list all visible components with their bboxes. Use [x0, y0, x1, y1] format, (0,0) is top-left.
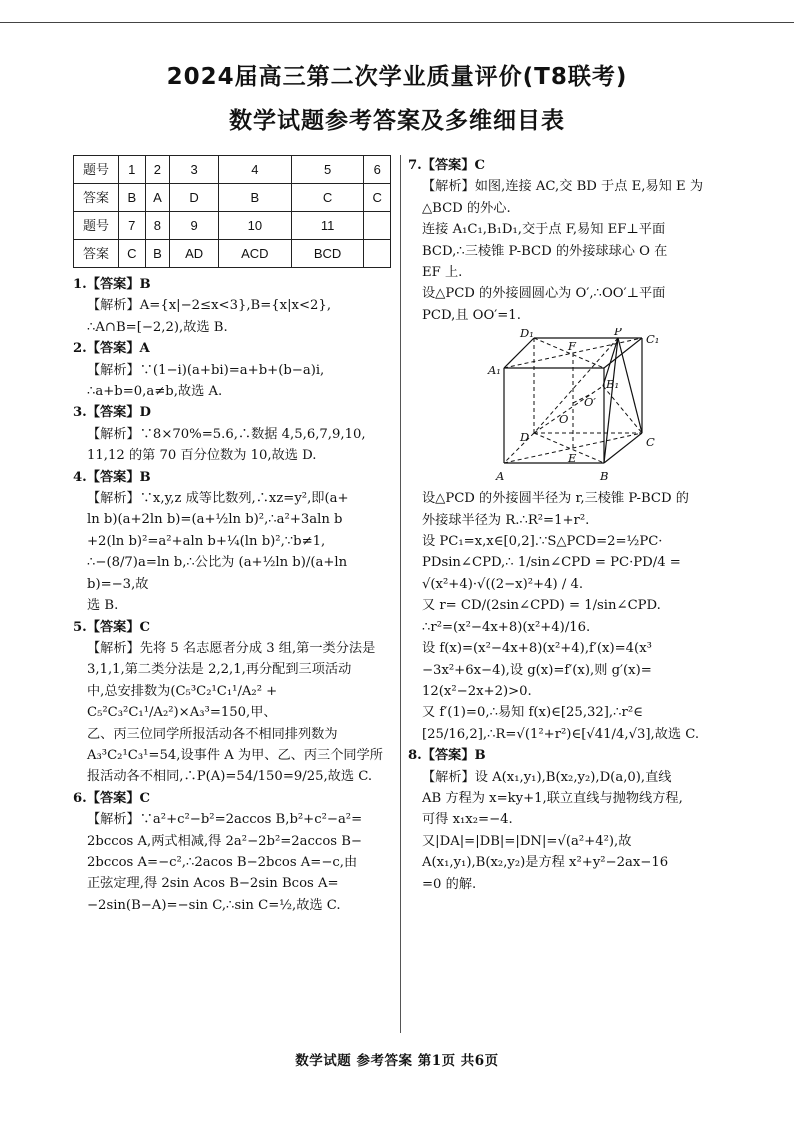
table-cell: 10	[218, 212, 291, 240]
solution-line: 连接 A₁C₁,B₁D₁,交于点 F,易知 EF⊥平面	[422, 222, 666, 238]
page-title: 2024届高三第二次学业质量评价(T8联考)	[166, 64, 628, 90]
label-A: A	[496, 469, 505, 484]
table-cell: ACD	[218, 240, 291, 268]
table-row-header: 题号	[74, 212, 119, 240]
solution-line: 报活动各不相同,∴P(A)=54/150=9/25,故选 C.	[87, 769, 373, 785]
answer-table-row	[74, 184, 391, 212]
solution-line: ∴A∩B=[−2,2),故选 B.	[87, 319, 228, 335]
cube-figure	[408, 328, 724, 486]
table-cell: 2	[145, 156, 170, 184]
table-cell: B	[119, 184, 146, 212]
solution-line: 【解析】∵(1−i)(a+bi)=a+b+(b−a)i,	[87, 362, 325, 378]
label-A1: A₁	[488, 363, 501, 378]
table-cell: C	[364, 184, 391, 212]
solution-line: △BCD 的外心.	[422, 200, 511, 216]
label-D1: D₁	[520, 328, 534, 341]
table-cell: D	[170, 184, 219, 212]
label-O: O	[559, 412, 569, 427]
table-cell: 3	[170, 156, 219, 184]
table-cell: 8	[145, 212, 170, 240]
solution-line: −3x²+6x−4),设 g(x)=f′(x),则 g′(x)=	[422, 662, 652, 678]
question-answer-heading: 4.【答案】B	[73, 469, 151, 485]
table-row-header: 答案	[74, 184, 119, 212]
solution-line: PDsin∠CPD,∴ 1/sin∠CPD = PC·PD/4 =	[422, 555, 681, 571]
table-cell: B	[145, 240, 170, 268]
solution-line: 【解析】A={x|−2≤x<3},B={x|x<2},	[87, 298, 332, 314]
solution-line: √(x²+4)·√((2−x)²+4) / 4.	[422, 576, 584, 592]
right-body-bottom	[408, 488, 724, 895]
solution-line: 设 PC₁=x,x∈[0,2].∵S△PCD=2=½PC·	[422, 534, 663, 550]
table-cell: A	[145, 184, 170, 212]
table-cell	[364, 240, 391, 268]
solution-line: 外接球半径为 R.∴R²=1+r².	[422, 512, 590, 528]
page-subtitle: 数学试题参考答案及多维细目表	[229, 108, 565, 134]
label-B1: B₁	[606, 377, 620, 392]
question-answer-heading: 6.【答案】C	[73, 790, 151, 806]
solution-line: AB 方程为 x=ky+1,联立直线与抛物线方程,	[422, 790, 683, 806]
left-body	[73, 274, 391, 916]
answer-table-row	[74, 156, 391, 184]
label-P: P	[614, 328, 622, 339]
solution-line: 【解析】∵x,y,z 成等比数列,∴xz=y²,即(a+	[87, 491, 349, 507]
right-column	[408, 155, 724, 895]
solution-line: 乙、丙三位同学所报活动各不相同排列数为	[87, 726, 338, 742]
table-cell: C	[291, 184, 364, 212]
solution-line: 设△PCD 的外接圆半径为 r,三棱锥 P-BCD 的	[422, 491, 689, 507]
table-cell: B	[218, 184, 291, 212]
solution-line: 2bccos A=−c²,∴2acos B−2bcos A=−c,由	[87, 854, 358, 870]
page-footer: 数学试题 参考答案 第1页 共6页	[295, 1053, 499, 1069]
solution-line: 【解析】如图,连接 AC,交 BD 于点 E,易知 E 为	[422, 179, 704, 195]
answer-table-row	[74, 212, 391, 240]
question-answer-heading: 2.【答案】A	[73, 341, 150, 357]
table-cell: 6	[364, 156, 391, 184]
solution-line: 又 r= CD/(2sin∠CPD) = 1/sin∠CPD.	[422, 598, 661, 614]
solution-line: =0 的解.	[422, 876, 477, 892]
solution-line: PCD,且 OO′=1.	[422, 307, 521, 323]
solution-line: 正弦定理,得 2sin Acos B−2sin Bcos A=	[87, 876, 339, 892]
table-cell: C	[119, 240, 146, 268]
solution-line: 3,1,1,第二类分法是 2,2,1,再分配到三项活动	[87, 662, 352, 678]
solution-line: ∴−(8/7)a=ln b,∴公比为 (a+½ln b)/(a+ln b)=−3,故	[87, 555, 348, 592]
table-cell: 9	[170, 212, 219, 240]
table-cell: BCD	[291, 240, 364, 268]
solution-line: ln b)(a+2ln b)=(a+½ln b)²,∴a²+3aln b	[87, 512, 343, 528]
solution-line: BCD,∴三棱锥 P-BCD 的外接球球心 O 在	[422, 243, 668, 259]
question-answer-heading: 5.【答案】C	[73, 619, 151, 635]
table-row-header: 题号	[74, 156, 119, 184]
table-cell: 5	[291, 156, 364, 184]
question-answer-heading: 1.【答案】B	[73, 277, 151, 292]
answer-table	[73, 155, 391, 268]
solution-line: 设 f(x)=(x²−4x+8)(x²+4),f′(x)=4(x³	[422, 641, 652, 657]
solution-line: 又|DA|=|DB|=|DN|=√(a²+4²),故	[422, 833, 632, 849]
solution-line: [25/16,2],∴R=√(1²+r²)∈[√41/4,√3],故选 C.	[422, 726, 700, 742]
table-cell	[364, 212, 391, 240]
left-column	[73, 155, 391, 916]
solution-line: 【解析】设 A(x₁,y₁),B(x₂,y₂),D(a,0),直线	[422, 769, 672, 785]
table-cell: 7	[119, 212, 146, 240]
right-body-top	[408, 155, 724, 326]
question-answer-heading: 7.【答案】C	[408, 158, 486, 173]
table-cell: AD	[170, 240, 219, 268]
solution-line: ∴a+b=0,a≠b,故选 A.	[87, 384, 223, 400]
table-row-header: 答案	[74, 240, 119, 268]
solution-line: +2(ln b)²=a²+aln b+¼(ln b)²,∵b≠1,	[87, 533, 326, 549]
solution-line: 【解析】∵a²+c²−b²=2accos B,b²+c²−a²=	[87, 812, 363, 828]
solution-line: 【解析】∵8×70%=5.6,∴数据 4,5,6,7,9,10,	[87, 426, 366, 442]
column-divider	[400, 155, 401, 1033]
table-cell: 4	[218, 156, 291, 184]
label-C1: C₁	[646, 332, 660, 347]
table-cell: 11	[291, 212, 364, 240]
solution-line: 设△PCD 的外接圆圆心为 O′,∴OO′⊥平面	[422, 286, 666, 302]
solution-line: 可得 x₁x₂=−4.	[422, 812, 513, 828]
question-answer-heading: 3.【答案】D	[73, 405, 151, 421]
solution-line: EF 上.	[422, 265, 463, 281]
solution-line: 中,总安排数为(C₅³C₂¹C₁¹/A₂² + C₅²C₃²C₁¹/A₂²)×A₃³=150,甲、	[87, 683, 278, 721]
solution-line: 12(x²−2x+2)>0.	[422, 683, 532, 699]
label-C: C	[646, 435, 655, 450]
solution-line: A(x₁,y₁),B(x₂,y₂)是方程 x²+y²−2ax−16	[422, 855, 669, 871]
label-D: D	[520, 430, 530, 445]
answer-table-row	[74, 240, 391, 268]
label-E: E	[568, 451, 577, 466]
table-cell: 1	[119, 156, 146, 184]
solution-line: ∴r²=(x²−4x+8)(x²+4)/16.	[422, 619, 591, 635]
solution-line: −2sin(B−A)=−sin C,∴sin C=½,故选 C.	[87, 897, 341, 913]
label-B: B	[600, 469, 609, 484]
solution-line: 11,12 的第 70 百分位数为 10,故选 D.	[87, 448, 317, 464]
top-rule	[0, 22, 794, 23]
label-O-prime: O′	[584, 395, 597, 410]
cube-diagram	[408, 328, 724, 486]
solution-line: 【解析】先将 5 名志愿者分成 3 组,第一类分法是	[87, 640, 376, 656]
question-answer-heading: 8.【答案】B	[408, 748, 486, 764]
label-F: F	[568, 339, 576, 354]
solution-line: 又 f′(1)=0,∴易知 f(x)∈[25,32],∴r²∈	[422, 705, 643, 721]
solution-line: A₃³C₂¹C₃¹=54,设事件 A 为甲、乙、丙三个同学所	[87, 747, 383, 763]
solution-line: 2bccos A,两式相减,得 2a²−2b²=2accos B−	[87, 833, 362, 849]
solution-line: 选 B.	[87, 598, 119, 614]
